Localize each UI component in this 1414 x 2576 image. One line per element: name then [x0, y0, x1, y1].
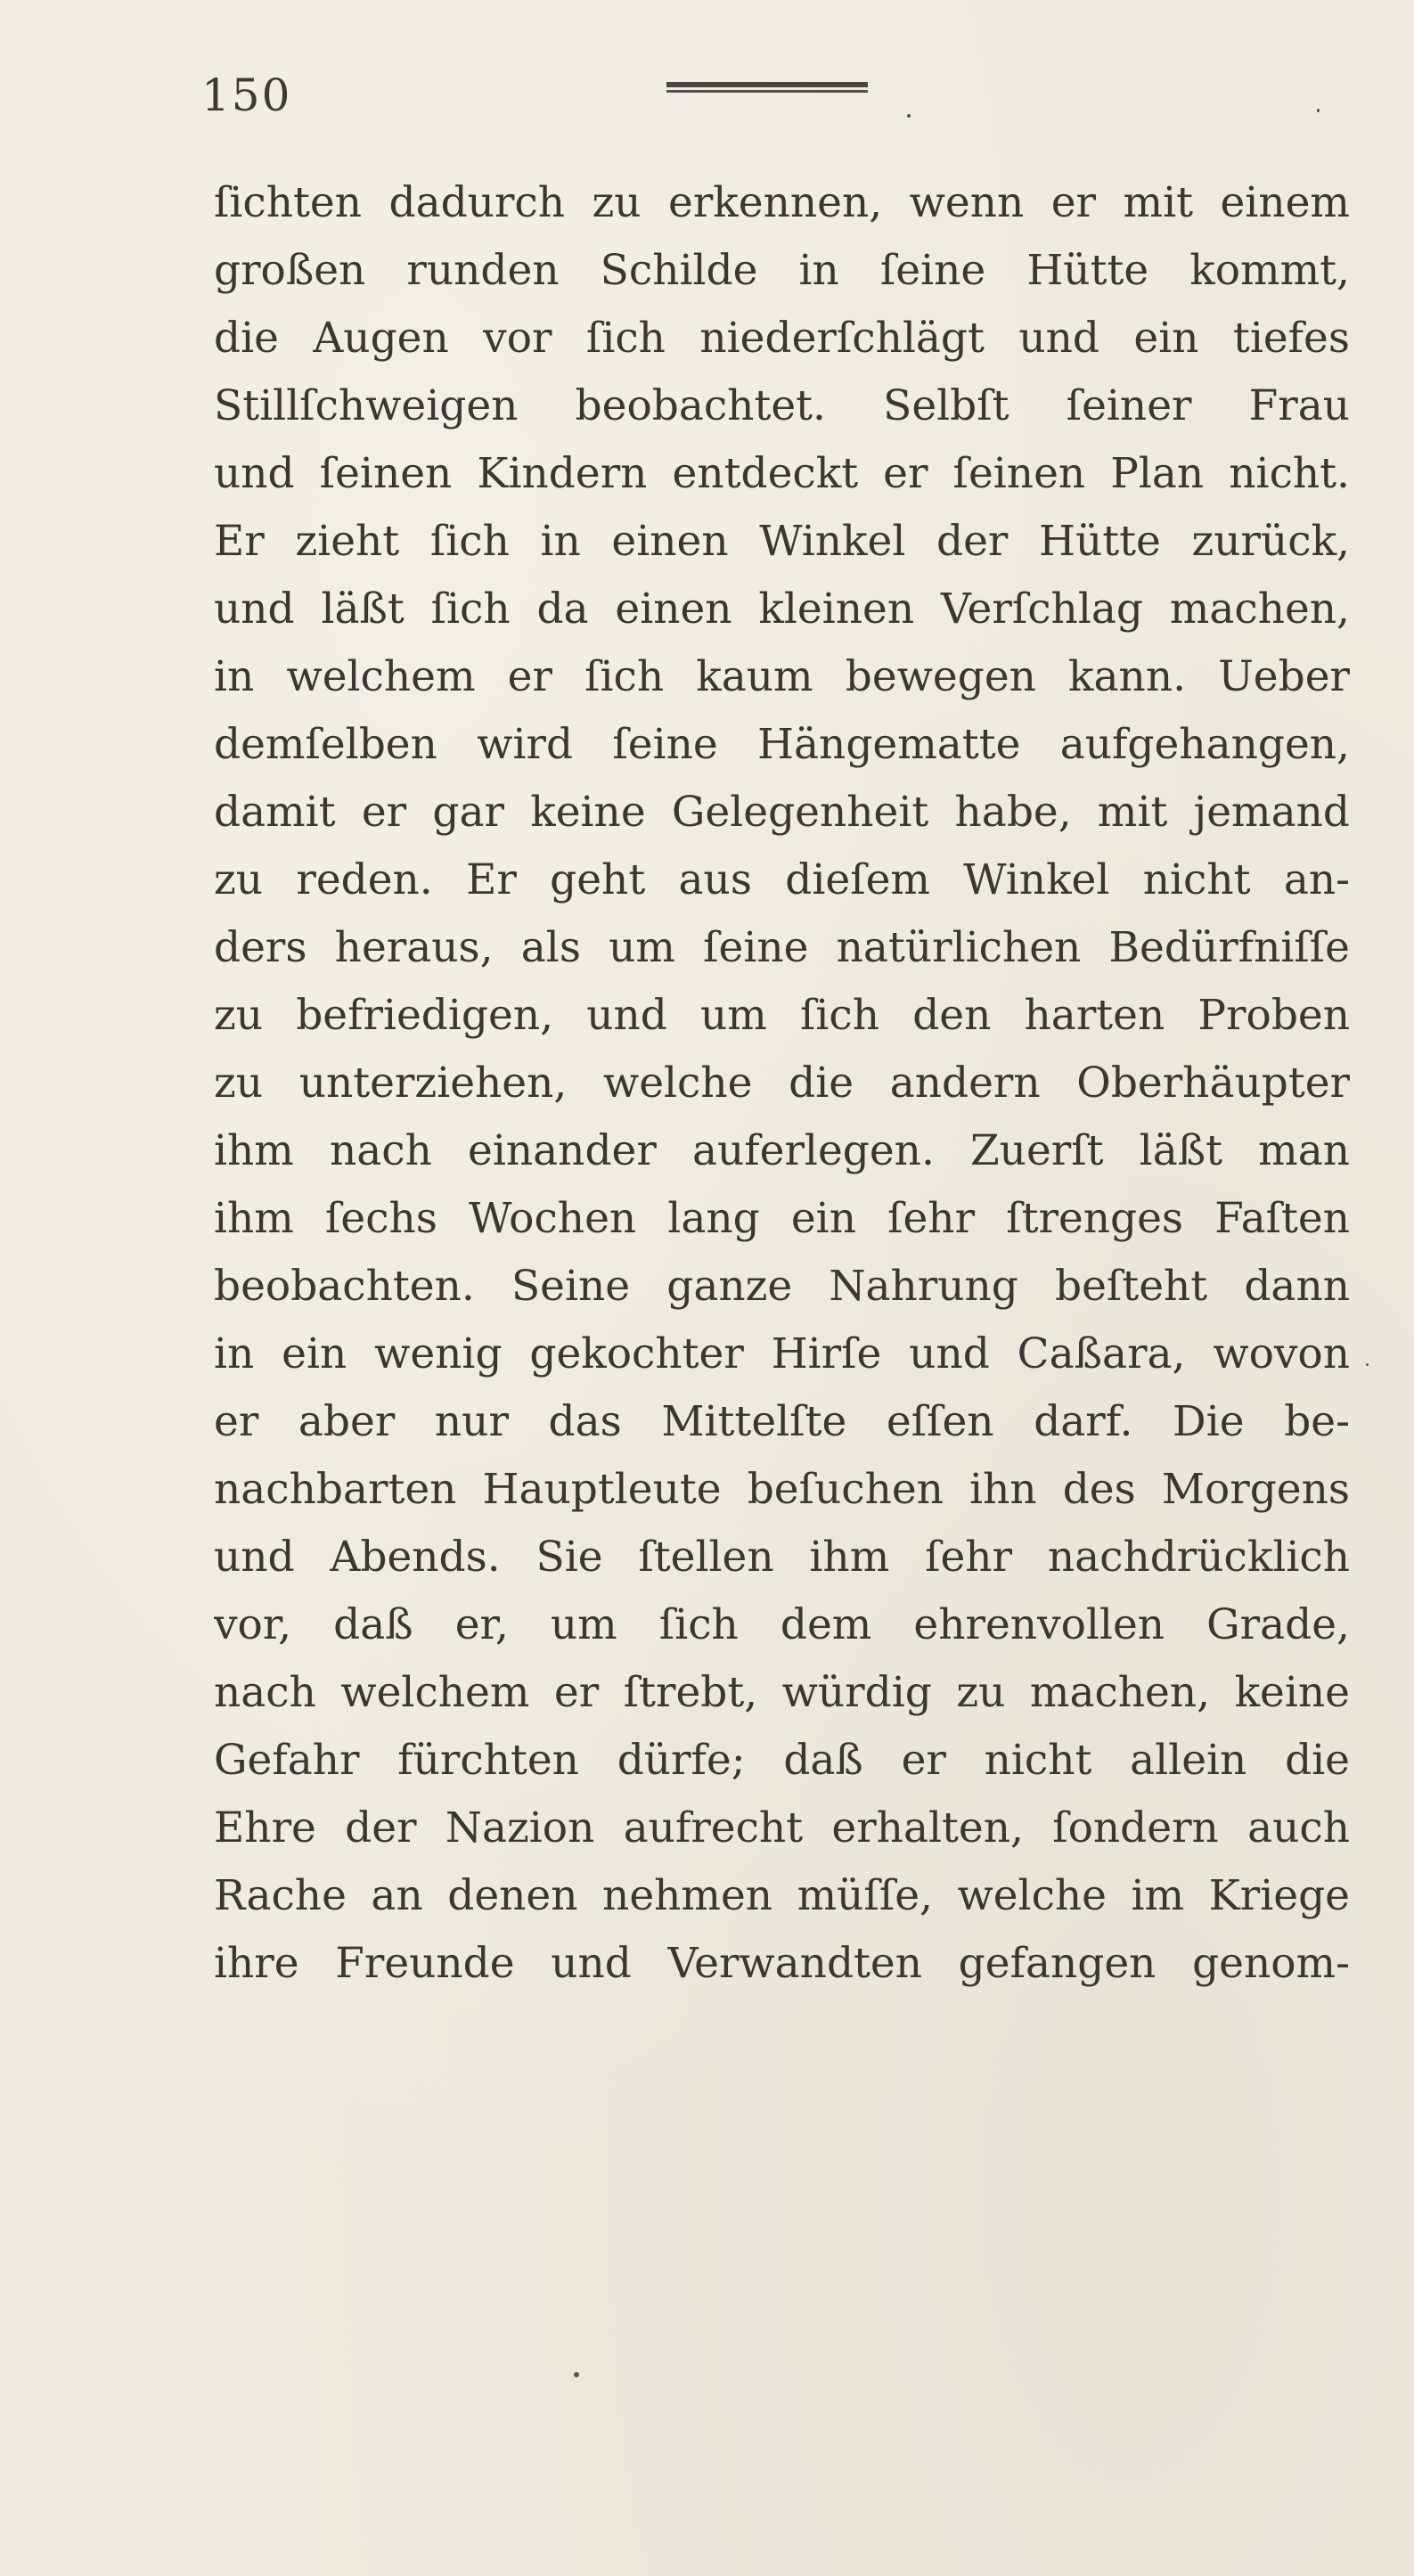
- text-line: nachbarten Hauptleute beſuchen ihn des Morgens: [214, 1465, 1350, 1514]
- text-line: ſichten dadurch zu erkennen, wenn er mit einem: [214, 178, 1350, 227]
- text-line: die Augen vor ſich niederſchlägt und ein tiefes: [214, 314, 1350, 363]
- text-line: damit er gar keine Gelegenheit habe, mit jemand: [214, 788, 1350, 837]
- text-line: in ein wenig gekochter Hirſe und Caßara, wovon: [214, 1329, 1350, 1378]
- page-number: 150: [201, 70, 292, 121]
- paper-speck: [907, 114, 911, 118]
- text-line: und Abends. Sie ſtellen ihm ſehr nachdrücklich: [214, 1533, 1350, 1582]
- text-line: ihm nach einander auferlegen. Zuerſt läßt man: [214, 1126, 1350, 1175]
- text-line: in welchem er ſich kaum bewegen kann. Ueber: [214, 652, 1350, 701]
- text-line: ders heraus, als um ſeine natürlichen Bedürfniſſe: [214, 923, 1350, 972]
- text-line: nach welchem er ſtrebt, würdig zu machen, keine: [214, 1668, 1350, 1717]
- header-rule-underline: [666, 90, 868, 93]
- text-line: Stillſchweigen beobachtet. Selbſt ſeiner Frau: [214, 381, 1350, 430]
- text-line: zu reden. Er geht aus dieſem Winkel nicht an-: [214, 855, 1350, 904]
- text-line: demſelben wird ſeine Hängematte aufgehangen,: [214, 720, 1350, 769]
- paper-speck: [1317, 109, 1320, 112]
- text-line: Er zieht ſich in einen Winkel der Hütte zurück,: [214, 517, 1350, 566]
- text-line: er aber nur das Mittelſte eſſen darf. Die be-: [214, 1397, 1350, 1446]
- text-line: beobachten. Seine ganze Nahrung beſteht dann: [214, 1262, 1350, 1311]
- header-ornament-rule: [666, 82, 868, 94]
- text-line: vor, daß er, um ſich dem ehrenvollen Grade,: [214, 1600, 1350, 1649]
- text-line: Rache an denen nehmen müſſe, welche im Kriege: [214, 1871, 1350, 1920]
- text-line: Ehre der Nazion aufrecht erhalten, ſondern auch: [214, 1803, 1350, 1852]
- body-text: [214, 169, 1350, 1998]
- text-line: und ſeinen Kindern entdeckt er ſeinen Plan nicht.: [214, 449, 1350, 498]
- text-line: und läßt ſich da einen kleinen Verſchlag machen,: [214, 585, 1350, 634]
- text-line: zu unterziehen, welche die andern Oberhäupter: [214, 1059, 1350, 1108]
- text-line: ihm ſechs Wochen lang ein ſehr ſtrenges Faſten: [214, 1194, 1350, 1243]
- text-line: ihre Freunde und Verwandten gefangen genom-: [214, 1939, 1350, 1988]
- paper-speck: [1366, 1363, 1369, 1366]
- text-line: großen runden Schilde in ſeine Hütte kommt,: [214, 246, 1350, 295]
- text-line: zu befriedigen, und um ſich den harten Proben: [214, 991, 1350, 1040]
- header-rule-bar: [666, 82, 868, 87]
- text-line: Gefahr fürchten dürfe; daß er nicht allein die: [214, 1736, 1350, 1785]
- paper-speck: [574, 2372, 579, 2377]
